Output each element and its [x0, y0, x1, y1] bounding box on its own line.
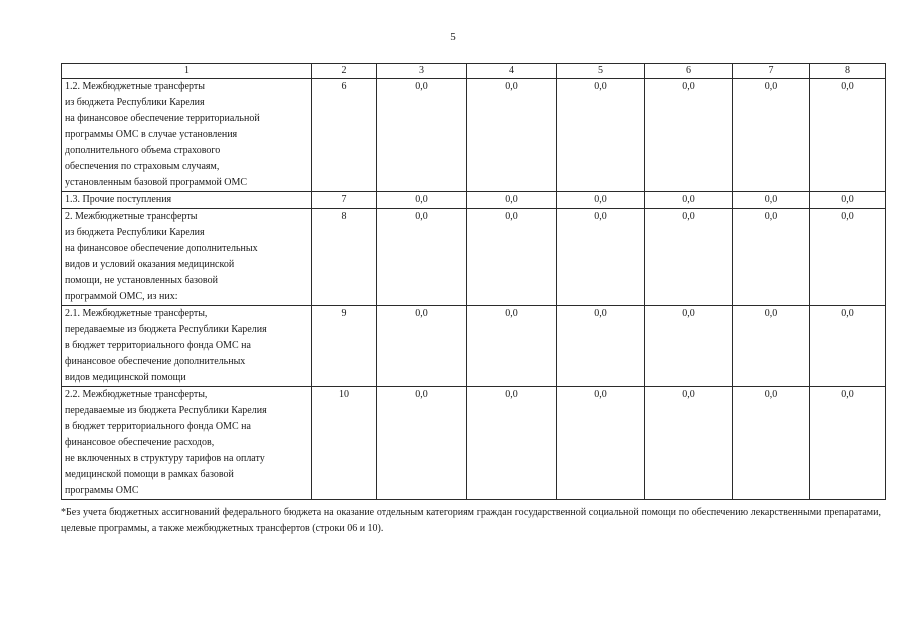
row-number: 10 [312, 387, 377, 500]
column-header: 5 [557, 64, 645, 79]
row-number: 8 [312, 209, 377, 306]
cell-value: 0,0 [810, 387, 886, 500]
table-row [62, 387, 886, 500]
cell-value: 0,0 [733, 306, 810, 387]
cell-value: 0,0 [733, 387, 810, 500]
cell-value: 0,0 [467, 209, 557, 306]
table-row [62, 192, 886, 209]
budget-table [61, 63, 886, 500]
page-number: 5 [450, 31, 456, 43]
column-header: 4 [467, 64, 557, 79]
row-name: 2.1. Межбюджетные трансферты, передаваемые из бюджета Республики Карелия в бюджет территориального фонда ОМС на финансовое обеспечение дополнительных видов медицинской помощи [62, 306, 312, 387]
cell-value: 0,0 [557, 209, 645, 306]
cell-value: 0,0 [645, 209, 733, 306]
header-row [62, 64, 886, 79]
row-number: 9 [312, 306, 377, 387]
cell-value: 0,0 [467, 192, 557, 209]
cell-value: 0,0 [810, 306, 886, 387]
cell-value: 0,0 [467, 79, 557, 192]
row-name: 2. Межбюджетные трансферты из бюджета Республики Карелия на финансовое обеспечение дополнительных видов и условий оказания медицинской помощи, не установленных базовой программой ОМС, из них: [62, 209, 312, 306]
footnote: *Без учета бюджетных ассигнований федерального бюджета на оказание отдельным категориям граждан государственной социальной помощи по обеспечению лекарственными препаратами, целевые программы, а также межбюджетных трансфертов (строки 06 и 10). [61, 507, 881, 534]
table-row [62, 209, 886, 306]
cell-value: 0,0 [645, 306, 733, 387]
row-number: 6 [312, 79, 377, 192]
row-name: 2.2. Межбюджетные трансферты, передаваемые из бюджета Республики Карелия в бюджет территориального фонда ОМС на финансовое обеспечение расходов, не включенных в структуру тарифов на оплату медицинской помощи в рамках базовой программы ОМС [62, 387, 312, 500]
column-header: 6 [645, 64, 733, 79]
cell-value: 0,0 [377, 306, 467, 387]
table-row [62, 306, 886, 387]
column-header: 2 [312, 64, 377, 79]
cell-value: 0,0 [645, 79, 733, 192]
cell-value: 0,0 [377, 209, 467, 306]
cell-value: 0,0 [645, 387, 733, 500]
cell-value: 0,0 [557, 192, 645, 209]
cell-value: 0,0 [733, 79, 810, 192]
cell-value: 0,0 [557, 79, 645, 192]
cell-value: 0,0 [557, 306, 645, 387]
column-header: 3 [377, 64, 467, 79]
row-name: 1.2. Межбюджетные трансферты из бюджета Республики Карелия на финансовое обеспечение территориальной программы ОМС в случае установления дополнительного объема страхового обеспечения по страховым случаям, установленным базовой программой ОМС [62, 79, 312, 192]
column-header: 7 [733, 64, 810, 79]
column-header: 8 [810, 64, 886, 79]
cell-value: 0,0 [733, 209, 810, 306]
table-row [62, 79, 886, 192]
cell-value: 0,0 [645, 192, 733, 209]
cell-value: 0,0 [377, 79, 467, 192]
row-name: 1.3. Прочие поступления [62, 192, 312, 209]
cell-value: 0,0 [810, 79, 886, 192]
cell-value: 0,0 [733, 192, 810, 209]
column-header: 1 [62, 64, 312, 79]
cell-value: 0,0 [557, 387, 645, 500]
cell-value: 0,0 [810, 209, 886, 306]
row-number: 7 [312, 192, 377, 209]
cell-value: 0,0 [467, 306, 557, 387]
cell-value: 0,0 [377, 387, 467, 500]
cell-value: 0,0 [467, 387, 557, 500]
cell-value: 0,0 [377, 192, 467, 209]
cell-value: 0,0 [810, 192, 886, 209]
